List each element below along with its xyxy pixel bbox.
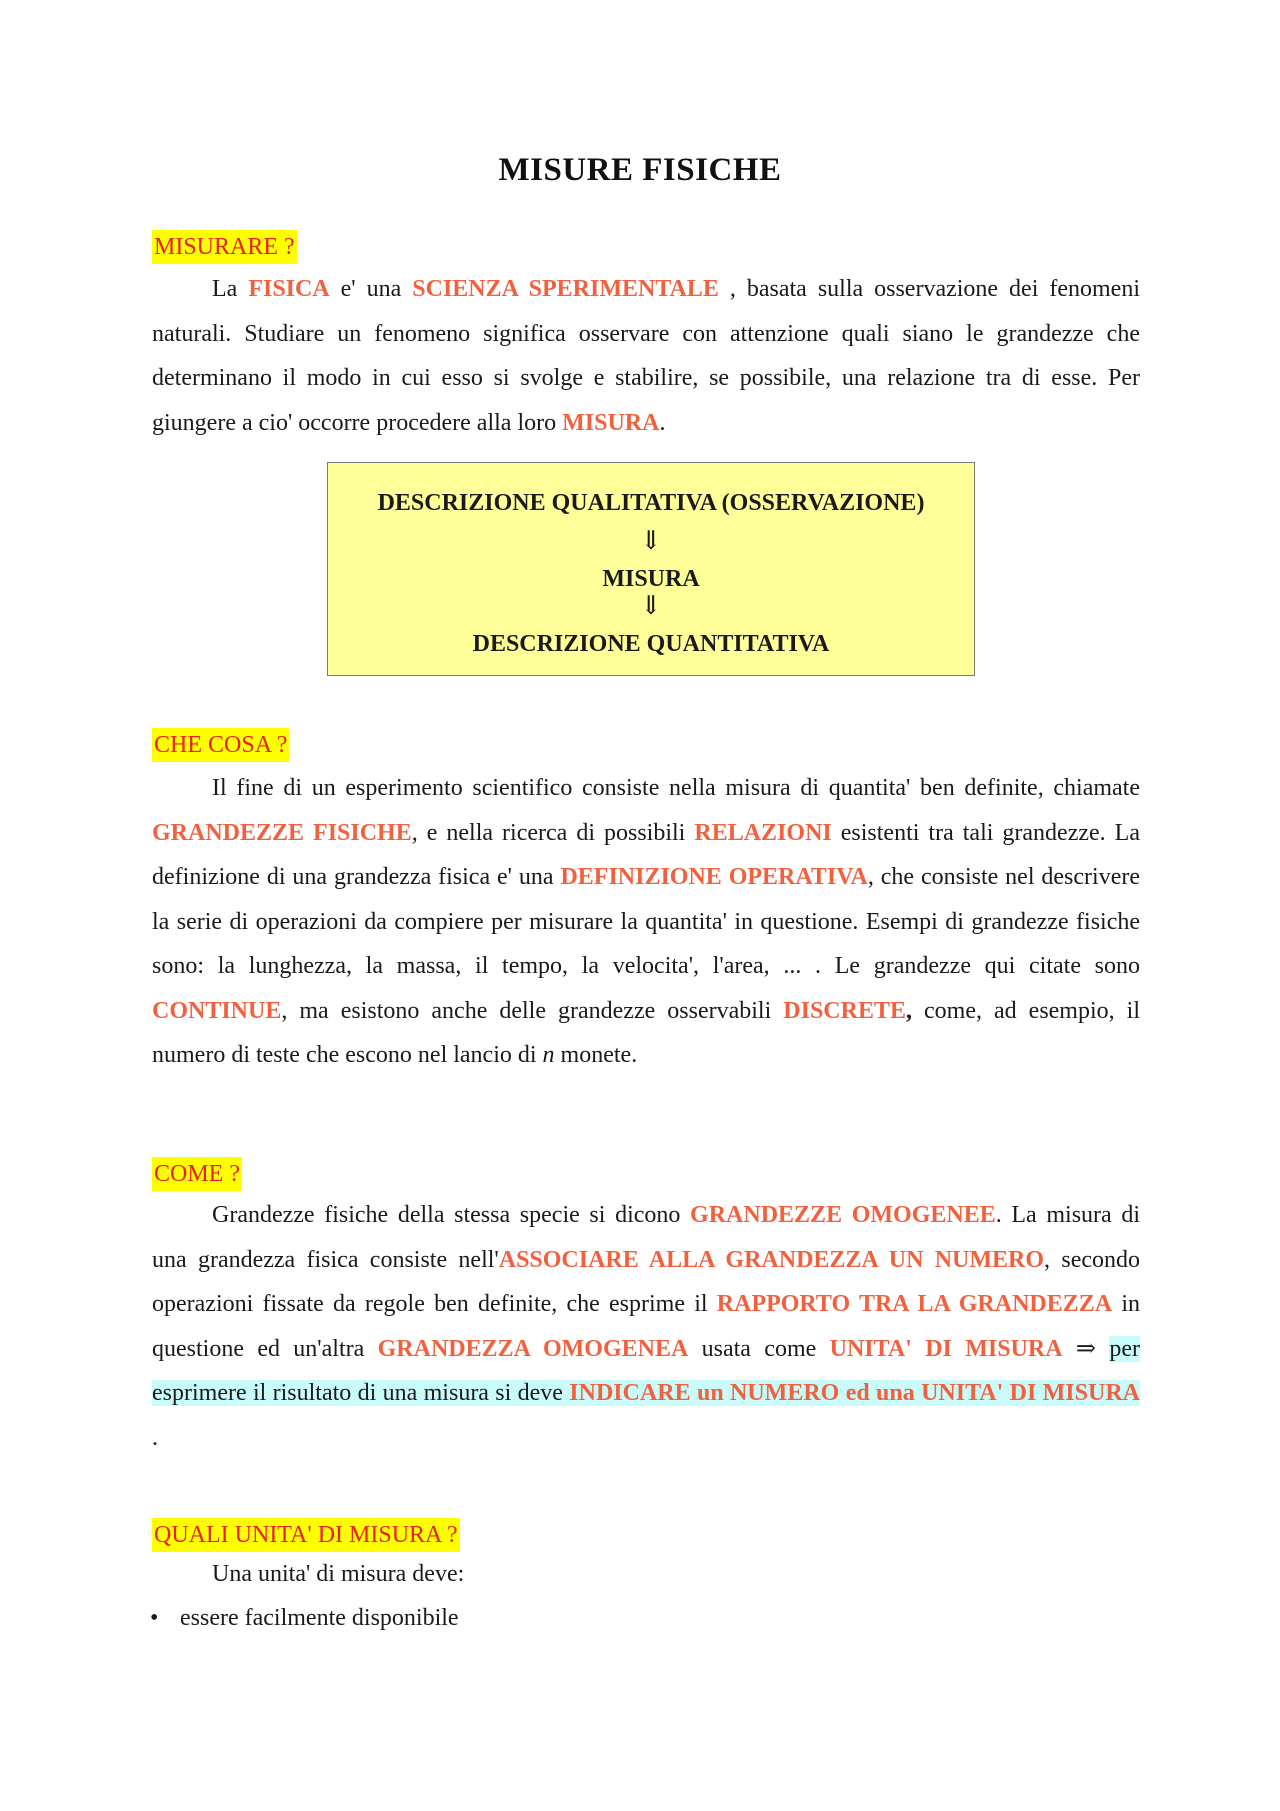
paragraph-text <box>152 775 1140 1068</box>
keyword-highlight: GRANDEZZE FISICHE <box>152 819 412 846</box>
section-heading-come: COME ? <box>152 1157 242 1191</box>
keyword-highlight: CONTINUE <box>152 997 282 1024</box>
text-run: , basata sulla osservazione dei fenomeni naturali. Studiare un fenomeno significa osservare con attenzione quali siano le grandezze che determinano il modo in cui esso si svolge e stabilire, se possibile, una relazione tra di esse. Per giungere a cio' occorre procedere alla loro <box>152 276 1141 436</box>
text-run: La <box>212 276 249 302</box>
paragraph-che-cosa <box>152 766 1140 1078</box>
flow-step-quantitative: DESCRIZIONE QUANTITATIVA <box>472 631 830 657</box>
keyword-highlight: RELAZIONI <box>694 819 832 846</box>
keyword-highlight: ASSOCIARE ALLA GRANDEZZA UN NUMERO <box>498 1246 1045 1273</box>
text-run: Il fine di un esperimento scientifico consiste nella misura di quantita' ben definite, chiamate <box>212 775 1140 801</box>
text-run: , ma esistono anche delle grandezze osservabili <box>281 997 784 1024</box>
text-run: . La misura di una grandezza fisica consiste nell' <box>152 1202 1141 1273</box>
flow-step-misura: MISURA <box>602 566 700 592</box>
keyword-highlight: SCIENZA SPERIMENTALE <box>412 276 719 302</box>
text-run: , e nella ricerca di possibili <box>411 819 695 846</box>
page-title: MISURE FISICHE <box>498 152 782 188</box>
text-run: esistenti tra tali grandezze. La definizione di una grandezza fisica e' una <box>152 819 1140 890</box>
paragraph-misurare <box>152 267 1140 445</box>
keyword-highlight: DISCRETE <box>783 997 906 1024</box>
text-run: . <box>659 409 666 436</box>
highlighted-keyword: INDICARE un NUMERO ed una UNITA' DI MISURA <box>569 1380 1140 1406</box>
keyword-highlight: UNITA' DI MISURA <box>829 1335 1063 1362</box>
section-heading-che-cosa: CHE COSA ? <box>152 728 289 762</box>
text-run: , che consiste nel descrivere la serie di operazioni da compiere per misurare la quantita' in questione. Esempi di grandezze fisiche sono: la lunghezza, la massa, il tempo, la velocita', l'area, ... . Le grandezze qui citate sono <box>152 864 1140 979</box>
text-run: n <box>542 1042 555 1068</box>
list-item-text: essere facilmente disponibile <box>180 1605 459 1631</box>
keyword-highlight: GRANDEZZE OMOGENEE <box>690 1202 996 1228</box>
text-run: Grandezze fisiche della stessa specie si dicono <box>212 1202 691 1228</box>
text-run: ⇒ <box>1062 1335 1110 1362</box>
bullet-icon: • <box>150 1605 159 1631</box>
keyword-highlight: FISICA <box>248 276 330 302</box>
keyword-highlight: MISURA <box>562 409 660 436</box>
text-run: e' una <box>329 276 413 302</box>
text-run: , secondo operazioni fissate da regole ben definite, che esprime il <box>152 1246 1140 1317</box>
text-run: in questione ed un'altra <box>152 1291 1140 1362</box>
text-run: come, ad esempio, il numero di teste che escono nel lancio di <box>152 997 1140 1068</box>
text-run: monete. <box>554 1042 638 1068</box>
paragraph-come <box>152 1193 1140 1460</box>
paragraph-text: Una unita' di misura deve: <box>212 1561 465 1587</box>
flow-step-qualitative: DESCRIZIONE QUALITATIVA (OSSERVAZIONE) <box>377 490 925 516</box>
flow-diagram-box <box>327 462 975 676</box>
text-run: , <box>906 997 912 1024</box>
text-run: usata come <box>688 1335 830 1362</box>
keyword-highlight: RAPPORTO TRA LA GRANDEZZA <box>716 1291 1113 1317</box>
down-double-arrow-icon: ⇓ <box>640 526 662 555</box>
text-run: . <box>152 1424 158 1451</box>
paragraph-text <box>152 1202 1140 1451</box>
paragraph-quali-unita-intro <box>152 1557 1140 1591</box>
keyword-highlight: DEFINIZIONE OPERATIVA <box>560 864 868 890</box>
section-heading-quali-unita: QUALI UNITA' DI MISURA ? <box>152 1518 460 1552</box>
requirements-list <box>150 1601 459 1635</box>
section-heading-misurare: MISURARE ? <box>152 230 297 264</box>
paragraph-text <box>152 276 1140 436</box>
keyword-highlight: GRANDEZZA OMOGENEA <box>377 1335 689 1362</box>
down-double-arrow-icon: ⇓ <box>640 591 662 620</box>
list-item <box>150 1601 459 1635</box>
highlighted-text: per esprimere il risultato di una misura si deve <box>152 1335 1140 1406</box>
